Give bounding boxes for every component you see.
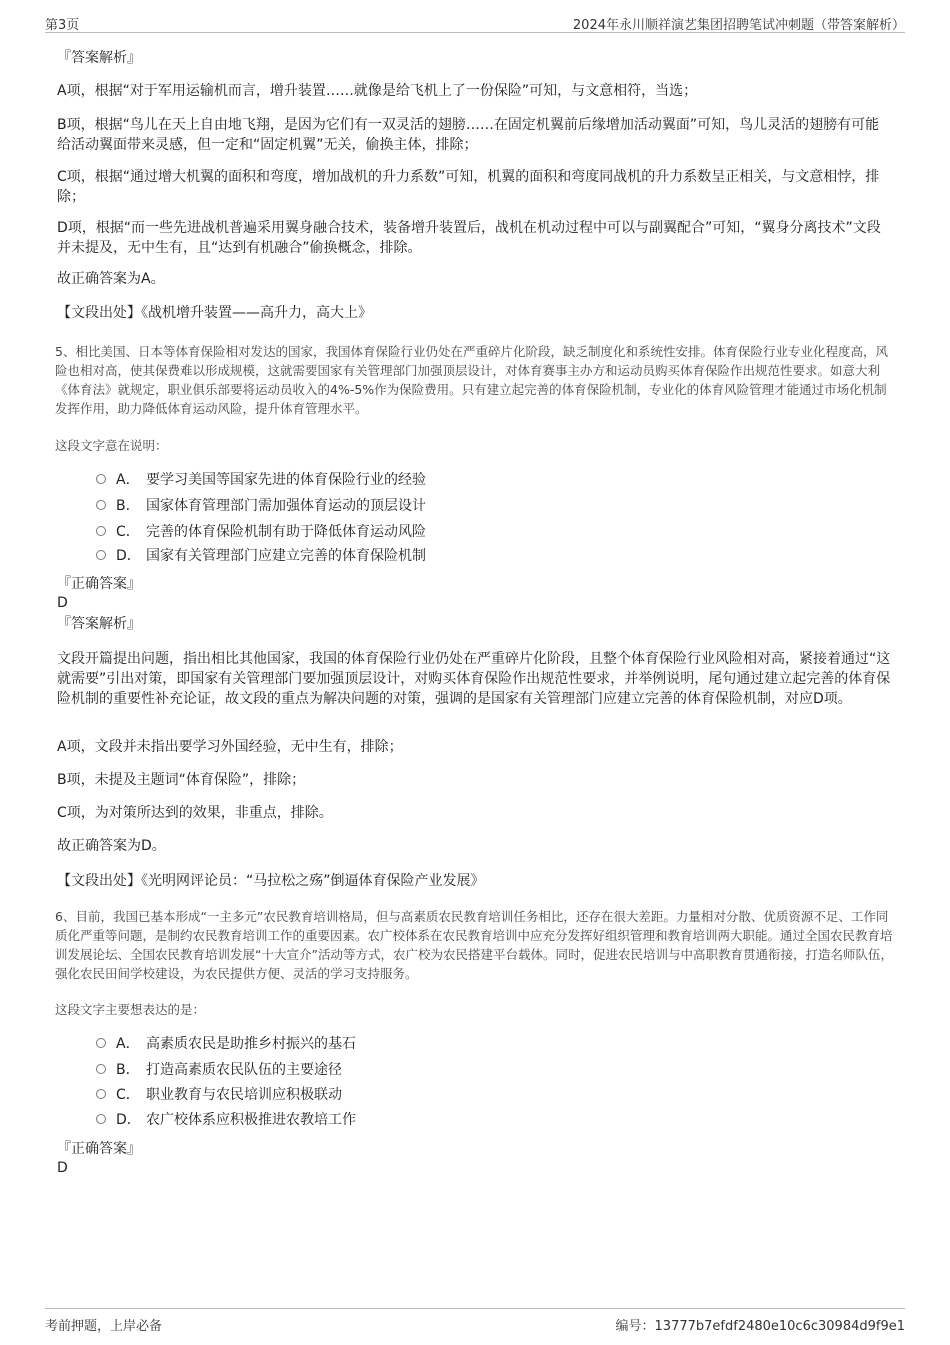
q5-analysis-c: C项，为对策所达到的效果，非重点，排除。 <box>57 805 333 821</box>
q6-answer: D <box>57 1160 68 1176</box>
option-letter: A． <box>116 472 140 488</box>
q4-analysis-label: 『答案解析』 <box>57 50 141 66</box>
option-letter: D． <box>116 1112 141 1128</box>
q4-analysis-c: C项，根据“通过增大机翼的面积和弯度，增加战机的升力系数”可知，机翼的面积和弯度同战机的升力系数呈正相关，与文意相悖，排除； <box>57 169 880 205</box>
q5-option-a[interactable] <box>96 470 796 490</box>
option-letter: D． <box>116 548 141 564</box>
option-letter: B． <box>116 498 140 514</box>
radio-circle-icon[interactable] <box>96 1038 106 1048</box>
option-letter: C． <box>116 524 140 540</box>
option-text: 高素质农民是助推乡村振兴的基石 <box>146 1036 356 1052</box>
q4-analysis-a: A项，根据“对于军用运输机而言，增升装置……就像是给飞机上了一份保险”可知，与文意相符，当选； <box>57 83 698 99</box>
footer-slogan: 考前押题，上岸必备 <box>45 1319 163 1334</box>
q5-source: 【文段出处】《光明网评论员：“马拉松之殇”倒逼体育保险产业发展》 <box>57 873 485 889</box>
q4-conclusion: 故正确答案为A。 <box>57 271 165 287</box>
page-header <box>45 12 905 33</box>
q4-source: 【文段出处】《战机增升装置——高升力，高大上》 <box>57 305 372 321</box>
option-text: 完善的体育保险机制有助于降低体育运动风险 <box>146 524 426 540</box>
option-letter: A． <box>116 1036 140 1052</box>
option-text: 农广校体系应积极推进农教培工作 <box>146 1112 356 1128</box>
document-title: 2024年永川顺祥演艺集团招聘笔试冲刺题（带答案解析） <box>572 18 905 33</box>
radio-circle-icon[interactable] <box>96 1114 106 1124</box>
q5-analysis-a: A项，文段并未指出要学习外国经验，无中生有，排除； <box>57 739 403 755</box>
page-number: 第3页 <box>45 18 80 33</box>
q5-question: 这段文字意在说明： <box>55 438 168 453</box>
option-text: 国家体育管理部门需加强体育运动的顶层设计 <box>146 498 426 514</box>
option-letter: C． <box>116 1087 140 1103</box>
q6-stem: 6、目前，我国已基本形成“一主多元”农民教育培训格局，但与高素质农民教育培训任务相比，还存在很大差距。力量相对分散、优质资源不足、工作同质化严重等问题，是制约农民教育培训工作的重要因素。农广校体系在农民教育培训中应充分发挥好组织管理和教育培训两大职能。通过全国农民教育培训发展论坛、全国农民教育培训发展“十大宣介”活动等方式，农广校为农民搭建平台载体。同时，促进农民培训与中高职教育贯通衔接，打造名师队伍，强化农民田间学校建设，为农民提供方便、灵活的学习支持服务。 <box>55 909 893 981</box>
q6-question: 这段文字主要想表达的是： <box>55 1002 206 1017</box>
q5-answer-label: 『正确答案』 <box>57 576 141 592</box>
option-text: 职业教育与农民培训应积极联动 <box>146 1087 342 1103</box>
q5-option-d[interactable] <box>96 546 796 566</box>
q5-option-b[interactable] <box>96 496 796 516</box>
option-text: 打造高素质农民队伍的主要途径 <box>146 1062 342 1078</box>
q6-option-b[interactable] <box>96 1060 796 1080</box>
radio-circle-icon[interactable] <box>96 500 106 510</box>
radio-circle-icon[interactable] <box>96 1064 106 1074</box>
radio-circle-icon[interactable] <box>96 474 106 484</box>
option-letter: B． <box>116 1062 140 1078</box>
q6-option-d[interactable] <box>96 1110 796 1130</box>
q6-option-a[interactable] <box>96 1034 796 1054</box>
q4-analysis-b: B项，根据“鸟儿在天上自由地飞翔，是因为它们有一双灵活的翅膀……在固定机翼前后缘增加活动翼面”可知，鸟儿灵活的翅膀有可能给活动翼面带来灵感，但一定和“固定机翼”无关，偷换主体，排除； <box>57 117 880 153</box>
page-footer <box>45 1308 905 1334</box>
q5-conclusion: 故正确答案为D。 <box>57 838 166 854</box>
q5-analysis-main: 文段开篇提出问题，指出相比其他国家，我国的体育保险行业仍处在严重碎片化阶段，且整个体育保险行业风险相对高，紧接着通过“这就需要”引出对策，即国家有关管理部门要加强顶层设计，对购买体育保险作出规范性要求，并举例说明，尾句通过建立起完善的体育保险机制的重要性补充论证，故文段的重点为解决问题的对策，强调的是国家有关管理部门应建立完善的体育保险机制，对应D项。 <box>57 651 891 707</box>
radio-circle-icon[interactable] <box>96 526 106 536</box>
q6-option-c[interactable] <box>96 1085 796 1105</box>
q5-answer: D <box>57 595 68 611</box>
document-serial: 编号：13777b7efdf2480e10c6c30984d9f9e1 <box>615 1319 905 1334</box>
radio-circle-icon[interactable] <box>96 1089 106 1099</box>
option-text: 要学习美国等国家先进的体育保险行业的经验 <box>146 472 426 488</box>
q5-analysis-b: B项，未提及主题词“体育保险”，排除； <box>57 772 306 788</box>
q5-option-c[interactable] <box>96 522 796 542</box>
q5-stem: 5、相比美国、日本等体育保险相对发达的国家，我国体育保险行业仍处在严重碎片化阶段，缺乏制度化和系统性安排。体育保险行业专业化程度高，风险也相对高，使其保费难以形成规模，这就需要国家有关管理部门加强顶层设计，对体育赛事主办方和运动员购买体育保险作出规范性要求。如意大利《体育法》就规定，职业俱乐部要将运动员收入的4%-5%作为保险费用。只有建立起完善的体育保险机制，专业化的体育风险管理才能通过市场化机制发挥作用，助力降低体育运动风险，提升体育管理水平。 <box>55 344 888 416</box>
q6-answer-label: 『正确答案』 <box>57 1141 141 1157</box>
option-text: 国家有关管理部门应建立完善的体育保险机制 <box>146 548 426 564</box>
q5-analysis-label: 『答案解析』 <box>57 616 141 632</box>
q4-analysis-d: D项，根据“而一些先进战机普遍采用翼身融合技术，装备增升装置后，战机在机动过程中可以与副翼配合”可知，“翼身分离技术”文段并未提及，无中生有，且“达到有机融合”偷换概念，排除。 <box>57 220 881 256</box>
radio-circle-icon[interactable] <box>96 550 106 560</box>
